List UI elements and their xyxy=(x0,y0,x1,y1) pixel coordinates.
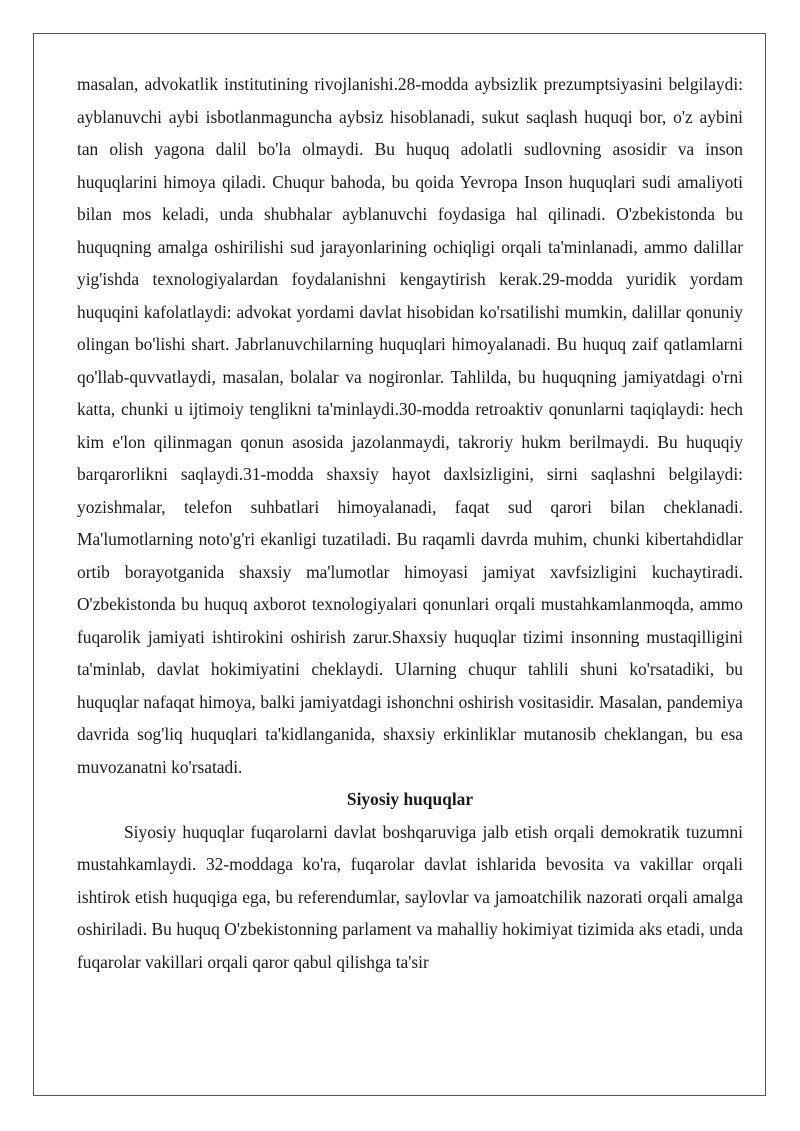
section-heading: Siyosiy huquqlar xyxy=(346,789,474,809)
body-paragraph: masalan, advokatlik institutining rivojlanishi.28-modda aybsizlik prezumptsiyasini belgilaydi: ayblanuvchi aybi isbotlanmaguncha aybsiz hisoblanadi, sukut saqlash huquqi bor, o'z aybini tan olish yagona dalil bo'la olmaydi. Bu huquq adolatli sudlovning asosidir va inson huquqlarini himoya qiladi. Chuqur bahoda, bu qoida Yevropa Inson huquqlari sudi amaliyoti bilan mos keladi, unda shubhalar ayblanuvchi foydasiga hal qilinadi. O'zbekistonda bu huquqning amalga oshirilishi sud jarayonlarining ochiqligi orqali ta'minlanadi, ammo dalillar yig'ishda texnologiyalardan foydalanishni kengaytirish kerak.29-modda yuridik yordam huquqini kafolatlaydi: advokat yordami davlat hisobidan ko'rsatilishi mumkin, dalillar qonuniy olingan bo'lishi shart. Jabrlanuvchilarning huquqlari himoyalanadi. Bu huquq zaif qatlamlarni qo'llab-quvvatlaydi, masalan, bolalar va nogironlar. Tahlilda, bu huquqning jamiyatdagi o'rni katta, chunki u ijtimoiy tenglikni ta'minlaydi.30-modda retroaktiv qonunlarni taqiqlaydi: hech kim e'lon qilinmagan qonun asosida jazolanmaydi, takroriy hukm berilmaydi. Bu huquqiy barqarorlikni saqlaydi.31-modda shaxsiy hayot daxlsizligini, sirni saqlashni belgilaydi: yozishmalar, telefon suhbatlari himoyalanadi, faqat sud qarori bilan cheklanadi. Ma'lumotlarning noto'g'ri ekanligi tuzatiladi. Bu raqamli davrda muhim, chunki kibertahdidlar ortib borayotganida shaxsiy ma'lumotlar himoyasi jamiyat xavfsizligini kuchaytiradi. O'zbekistonda bu huquq axborot texnologiyalari qonunlari orqali mustahkamlanmoqda, ammo fuqarolik jamiyati ishtirokini oshirish zarur.Shaxsiy huquqlar tizimi insonning mustaqilligini ta'minlab, davlat hokimiyatini cheklaydi. Ularning chuqur tahlili shuni ko'rsatadiki, bu huquqlar nafaqat himoya, balki jamiyatdagi ishonchni oshirish vositasidir. Masalan, pandemiya davrida sog'liq huquqlari ta'kidlanganida, shaxsiy erkinliklar mutanosib cheklangan, bu esa muvozanatni ko'rsatadi. xyxy=(77,74,743,777)
body-paragraph: Siyosiy huquqlar fuqarolarni davlat boshqaruviga jalb etish orqali demokratik tuzumni mustahkamlaydi. 32-moddaga ko'ra, fuqarolar davlat ishlarida bevosita va vakillar orqali ishtirok etish huquqiga ega, bu referendumlar, saylovlar va jamoatchilik nazorati orqali amalga oshiriladi. Bu huquq O'zbekistonning parlament va mahalliy hokimiyat tizimida aks etadi, unda fuqarolar vakillari orqali qaror qabul qilishga ta'sir xyxy=(77,821,743,972)
document-body xyxy=(77,68,743,978)
